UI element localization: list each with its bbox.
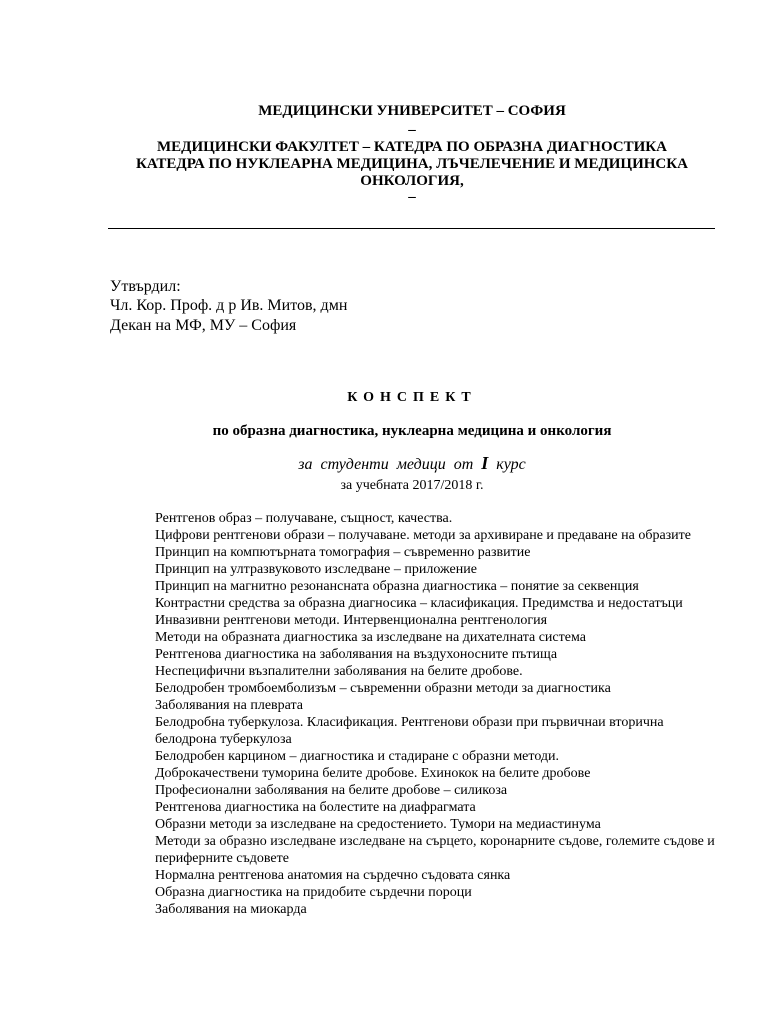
list-item: Принцип на ултразвуковото изследване – приложение [155, 562, 477, 577]
list-item: Белодробен тромбоемболизъм – съвременни образни методи за диагностика [155, 681, 611, 696]
approver-position: Декан на МФ, МУ – София [110, 317, 297, 334]
department-line: КАТЕДРА ПО НУКЛЕАРНА МЕДИЦИНА, ЛЪЧЕЛЕЧЕНИЕ И МЕДИЦИНСКА [136, 156, 688, 172]
topics-list [155, 510, 715, 918]
list-item: Принцип на компютърната томография – съвременно развитие [155, 545, 531, 560]
department-line-continued: ОНКОЛОГИЯ, [360, 173, 464, 189]
list-item: Неспецифични възпалителни заболявания на белите дробове. [155, 664, 523, 679]
list-item: Контрастни средства за образна диагносика – класификация. Предимства и недостатъци [155, 596, 683, 611]
header-divider [108, 228, 715, 229]
list-item: Рентгенов образ – получаване, същност, качества. [155, 511, 453, 526]
university-name: МЕДИЦИНСКИ УНИВЕРСИТЕТ – СОФИЯ [258, 103, 566, 119]
document-title: КОНСПЕКТ [347, 390, 477, 405]
header-dash: – [408, 122, 416, 138]
list-item: Инвазивни рентгенови методи. Интервенционална рентгенология [155, 613, 548, 628]
course-number: I [481, 453, 489, 473]
list-item: Рентгенова диагностика на заболявания на въздухоносните пътища [155, 647, 558, 662]
list-item: Белодробна туберкулоза. Класификация. Рентгенови образи при първичнаи вторична белодрона туберкулоза [155, 715, 664, 747]
target-audience [108, 453, 716, 474]
list-item: Белодробен карцином – диагностика и стадиране с образни методи. [155, 749, 560, 764]
list-item: Професионални заболявания на белите дробове – силикоза [155, 783, 508, 798]
faculty-line: МЕДИЦИНСКИ ФАКУЛТЕТ – КАТЕДРА ПО ОБРАЗНА ДИАГНОСТИКА [156, 139, 668, 155]
list-item: Доброкачествени туморина белите дробове. Ехинокок на белите дробове [155, 766, 591, 781]
list-item: Методи за образно изследване изследване на сърцето, коронарните съдове, големите съдове и периферните съдовете [155, 834, 715, 866]
approved-label: Утвърдил: [110, 278, 181, 295]
list-item: Методи на образната диагностика за изследване на дихателната система [155, 630, 586, 645]
audience-prefix: за студенти медици от [298, 456, 474, 473]
list-item: Нормална рентгенова анатомия на сърдечно съдовата сянка [155, 868, 511, 883]
list-item: Образни методи за изследване на средостението. Тумори на медиастинума [155, 817, 601, 832]
audience-suffix: курс [496, 456, 526, 473]
academic-year: за учебната 2017/2018 г. [340, 478, 484, 493]
header-dash: – [408, 189, 416, 205]
list-item: Принцип на магнитно резонансната образна диагностика – понятие за секвенция [155, 579, 639, 594]
list-item: Заболявания на плеврата [155, 698, 304, 713]
approver-name: Чл. Кор. Проф. д р Ив. Митов, дмн [110, 297, 348, 314]
list-item: Заболявания на миокарда [155, 902, 307, 917]
document-subject: по образна диагностика, нуклеарна медицина и онкология [212, 423, 612, 439]
list-item: Рентгенова диагностика на болестите на диафрагмата [155, 800, 476, 815]
list-item: Образна диагностика на придобите сърдечни пороци [155, 885, 472, 900]
list-item: Цифрови рентгенови образи – получаване. методи за архивиране и предаване на образите [155, 528, 692, 543]
